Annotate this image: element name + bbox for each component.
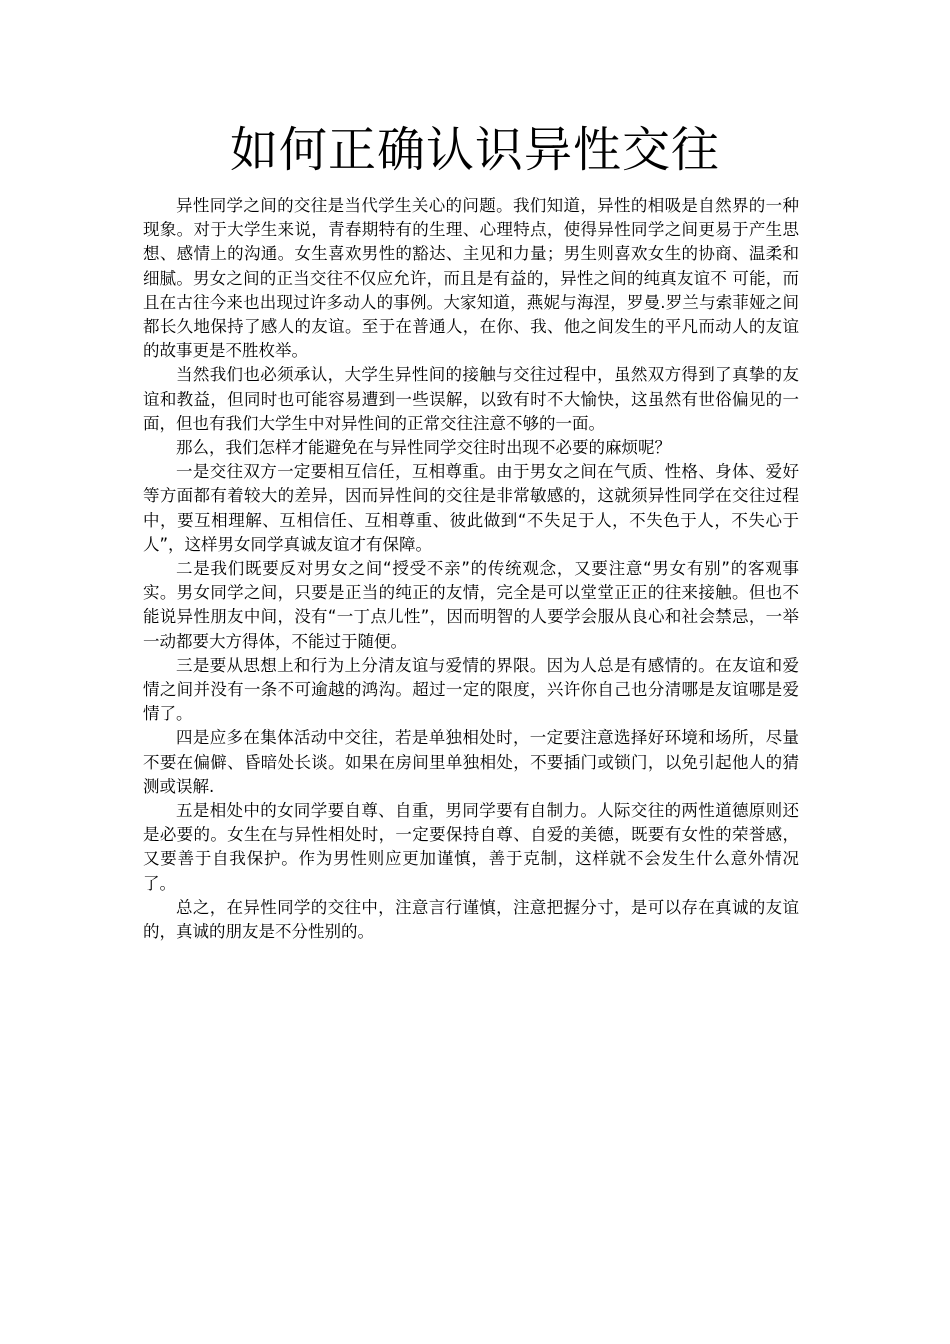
paragraph: 一是交往双方一定要相互信任，互相尊重。由于男女之间在气质、性格、身体、爱好等方面都有着较大的差异，因而异性间的交往是非常敏感的，这就须异性同学在交往过程中，要互相理解、互相信任、互相尊重、彼此做到“不失足于人，不失色于人，不失心于人”，这样男女同学真诚友谊才有保障。 [143,462,799,554]
paragraph: 三是要从思想上和行为上分清友谊与爱情的界限。因为人总是有感情的。在友谊和爱情之间并没有一条不可逾越的鸿沟。超过一定的限度，兴许你自己也分清哪是友谊哪是爱情了。 [143,655,799,724]
paragraph: 总之，在异性同学的交往中，注意言行谨慎，注意把握分寸，是可以存在真诚的友谊的，真诚的朋友是不分性别的。 [143,897,799,942]
document-title: 如何正确认识异性交往 [229,122,720,178]
paragraph: 五是相处中的女同学要自尊、自重，男同学要有自制力。人际交往的两性道德原则还是必要的。女生在与异性相处时，一定要保持自尊、自爱的美德，既要有女性的荣誉感，又要善于自我保护。作为男性则应更加谨慎，善于克制，这样就不会发生什么意外情况了。 [143,801,799,893]
paragraph: 当然我们也必须承认，大学生异性间的接触与交往过程中，虽然双方得到了真挚的友谊和教益，但同时也可能容易遭到一些误解，以致有时不大愉快，这虽然有世俗偏见的一面，但也有我们大学生中对异性间的正常交往注意不够的一面。 [143,365,799,433]
paragraph: 四是应多在集体活动中交往，若是单独相处时，一定要注意选择好环境和场所，尽量不要在偏僻、昏暗处长谈。如果在房间里单独相处，不要插门或锁门，以免引起他人的猜测或误解. [143,728,799,796]
paragraph: 那么，我们怎样才能避免在与异性同学交往时出现不必要的麻烦呢？ [176,438,671,458]
paragraph: 异性同学之间的交往是当代学生关心的问题。我们知道，异性的相吸是自然界的一种现象。对于大学生来说，青春期特有的生理、心理特点，使得异性同学之间更易于产生思想、感情上的沟通。女生喜欢男性的豁达、主见和力量；男生则喜欢女生的协商、温柔和细腻。男女之间的正当交往不仅应允许，而且是有益的，异性之间的纯真友谊不 可能，而且在古往今来也出现过许多动人的事例。大家知道，燕妮与海涅，罗曼.罗兰与索菲娅之间都长久地保持了感人的友谊。至于在普通人，在你、我、他之间发生的平凡而动人的友谊的故事更是不胜枚举。 [143,196,799,361]
paragraph: 二是我们既要反对男女之间“授受不亲”的传统观念，又要注意“男女有别”的客观事实。男女同学之间，只要是正当的纯正的友情，完全是可以堂堂正正的往来接触。但也不能说异性朋友中间，没有“一丁点儿性”，因而明智的人要学会服从良心和社会禁忌，一举一动都要大方得体，不能过于随便。 [143,559,799,651]
document-body [143,194,799,944]
